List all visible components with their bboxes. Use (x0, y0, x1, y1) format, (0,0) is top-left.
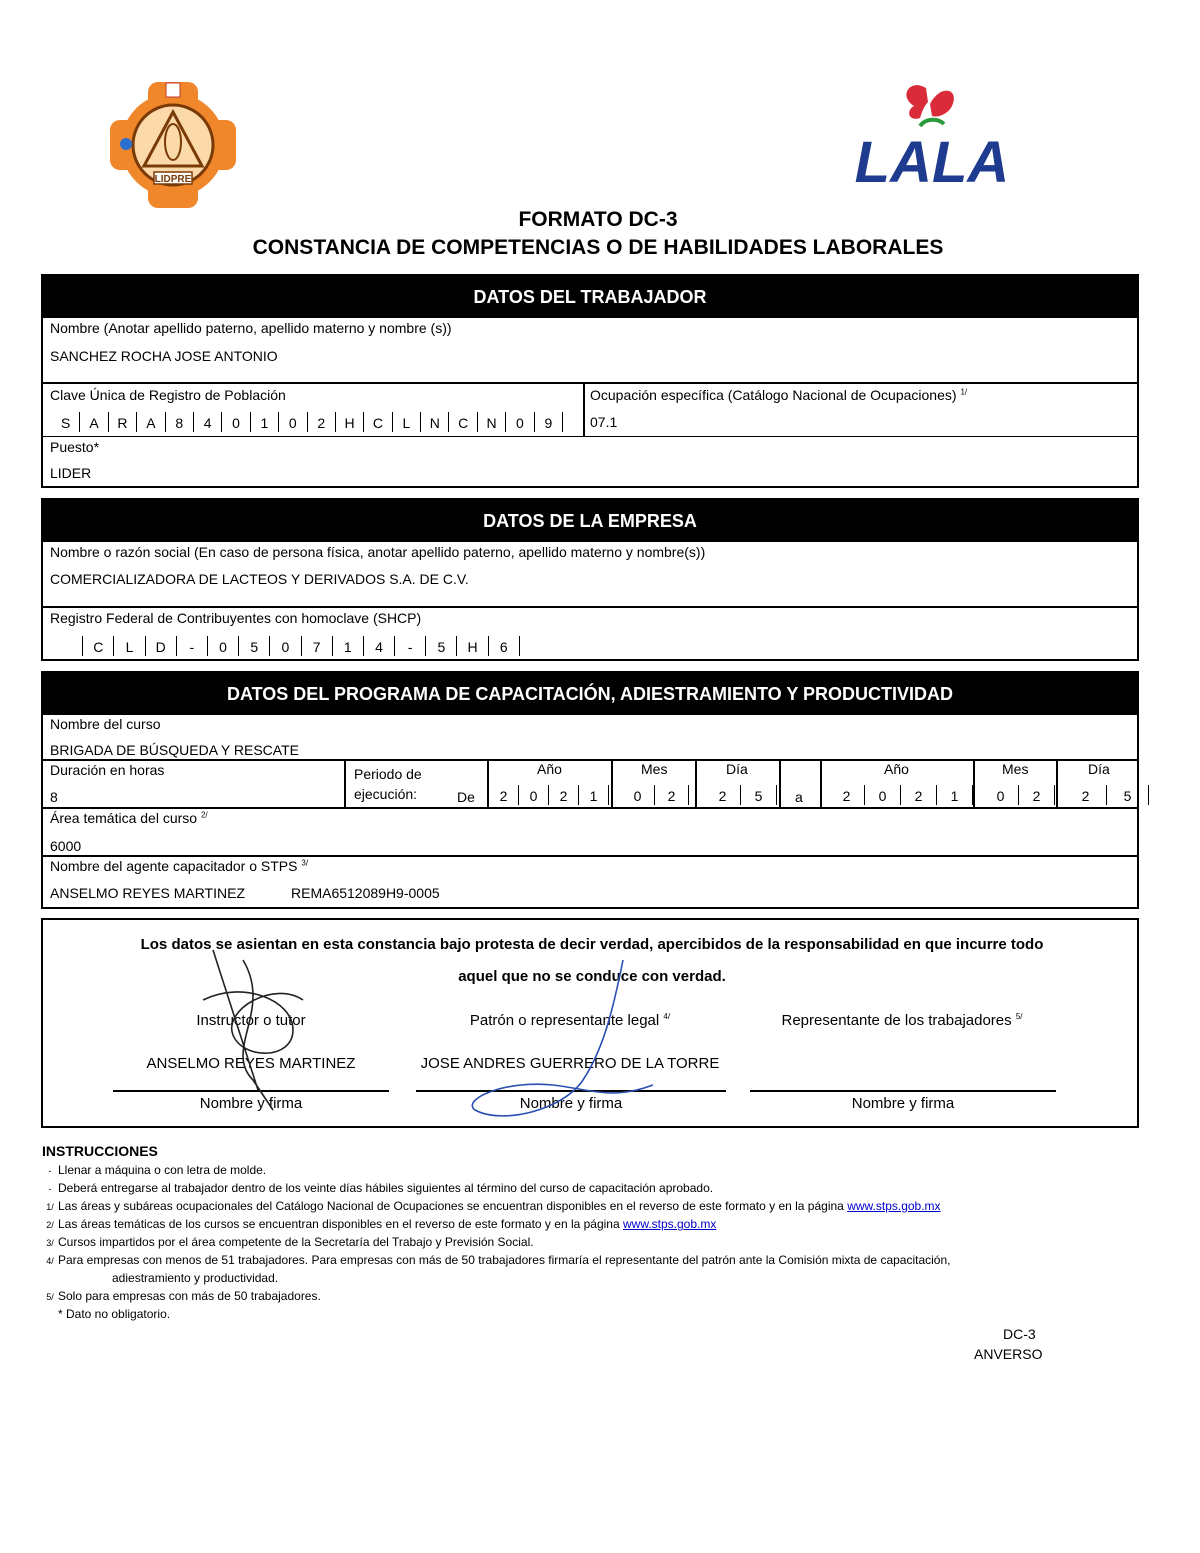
char-cell: H (457, 636, 488, 656)
char-cell: N (478, 412, 506, 432)
fin-anio-cells (829, 785, 973, 805)
char-cell: 0 (621, 785, 655, 805)
footer-code: DC-3 (1003, 1326, 1036, 1342)
instruccion-mark: 3/ (46, 1238, 54, 1248)
inicio-anio-cells (489, 785, 609, 805)
curp-cells (52, 412, 563, 432)
char-cell: 0 (519, 785, 549, 805)
area-value: 6000 (50, 838, 82, 854)
representante-label: Representante de los trabajadores $^{5/}$ (781, 1012, 1023, 1029)
section-empresa-heading: DATOS DE LA EMPRESA (43, 500, 1137, 540)
a-label: a (795, 789, 803, 805)
char-cell: 2 (901, 785, 937, 805)
row-agente (43, 855, 1137, 907)
char-cell: C (449, 412, 477, 432)
char-cell: 0 (208, 636, 239, 656)
instruccion-mark: 5/ (46, 1292, 54, 1302)
duracion-label: Duración en horas (50, 762, 165, 778)
fin-mes-cells (983, 785, 1055, 805)
instructor-name: ANSELMO REYES MARTINEZ (146, 1055, 356, 1072)
instruccion-item (42, 1235, 534, 1249)
declaration-line-1: Los datos se asientan en esta constancia bajo protesta de decir verdad, apercibidos de la responsabilidad en que incurre todo (140, 936, 1044, 953)
instruccion-mark: 2/ (46, 1220, 54, 1230)
instructor-signature (183, 940, 343, 1120)
row-puesto (43, 436, 1137, 486)
row-curso (43, 713, 1137, 759)
instrucciones-heading: INSTRUCCIONES (42, 1143, 158, 1159)
char-cell: - (395, 636, 426, 656)
instruccion-item (96, 1271, 278, 1285)
char-cell: 4 (194, 412, 222, 432)
char-cell: 0 (279, 412, 307, 432)
instruccion-text: Para empresas con menos de 51 trabajadores. Para empresas con más de 50 trabajadores firmaría el representante del patrón ante la Comisión mixta de capacitación, (58, 1253, 951, 1267)
agente-registro: REMA6512089H9-0005 (291, 885, 440, 901)
rfc-cells (52, 636, 520, 656)
instruccion-text: Solo para empresas con más de 50 trabajadores. (58, 1289, 321, 1303)
row-curp (43, 382, 1137, 436)
ocupacion-label: Ocupación específica (Catálogo Nacional de Ocupaciones) $^{1/}$ (590, 387, 968, 403)
razon-social-label: Nombre o razón social (En caso de persona física, anotar apellido paterno, apellido materno y nombre(s)) (50, 544, 706, 560)
char-cell: 1 (251, 412, 279, 432)
char-cell: L (114, 636, 145, 656)
razon-social-value: COMERCIALIZADORA DE LACTEOS Y DERIVADOS S.A. DE C.V. (50, 571, 469, 587)
char-cell: 5 (741, 785, 777, 805)
section-programa (41, 671, 1139, 909)
char-cell: L (393, 412, 421, 432)
instruccion-mark: - (48, 1184, 52, 1194)
row-rfc (43, 606, 1137, 659)
char-cell: S (52, 412, 80, 432)
instruccion-text: * Dato no obligatorio. (58, 1307, 171, 1321)
char-cell (52, 636, 83, 656)
periodo-label-1: Periodo de (354, 766, 422, 782)
char-cell: C (83, 636, 114, 656)
periodo-label-2: ejecución: (354, 786, 418, 802)
section-trabajador-heading: DATOS DEL TRABAJADOR (43, 276, 1137, 316)
char-cell: 2 (489, 785, 519, 805)
instructor-label: Instructor o tutor (196, 1012, 306, 1029)
instruccion-text: Las áreas y subáreas ocupacionales del Catálogo Nacional de Ocupaciones se encuentran disponibles en el reverso de este formato y en la página (58, 1199, 844, 1213)
de-label: De (457, 789, 475, 805)
char-cell: 0 (270, 636, 301, 656)
char-cell: 1 (333, 636, 364, 656)
char-cell: N (421, 412, 449, 432)
curso-value: BRIGADA DE BÚSQUEDA Y RESCATE (50, 742, 299, 758)
char-cell: 4 (364, 636, 395, 656)
patron-signature (463, 950, 663, 1130)
instructor-firma-label: Nombre y firma (199, 1095, 303, 1112)
char-cell: H (336, 412, 364, 432)
form-subtitle: CONSTANCIA DE COMPETENCIAS O DE HABILIDADES LABORALES (252, 236, 944, 259)
instruccion-item (42, 1163, 266, 1177)
instruccion-item (42, 1253, 950, 1267)
instruccion-item (42, 1307, 170, 1321)
char-cell: 2 (308, 412, 336, 432)
row-periodo (43, 759, 1137, 807)
rfc-label: Registro Federal de Contribuyentes con homoclave (SHCP) (50, 610, 422, 626)
char-cell: 2 (829, 785, 865, 805)
agente-label: Nombre del agente capacitador o STPS $^{3/}$ (50, 858, 309, 874)
declaration-box (41, 918, 1139, 1128)
char-cell: 2 (549, 785, 579, 805)
instruccion-text: Llenar a máquina o con letra de molde. (58, 1163, 267, 1177)
char-cell: 0 (983, 785, 1019, 805)
agente-value: ANSELMO REYES MARTINEZ (50, 885, 246, 901)
char-cell: 5 (239, 636, 270, 656)
curp-label: Clave Única de Registro de Población (50, 387, 286, 403)
char-cell: - (177, 636, 208, 656)
ocupacion-value: 07.1 (590, 414, 618, 430)
section-programa-heading: DATOS DEL PROGRAMA DE CAPACITACIÓN, ADIESTRAMIENTO Y PRODUCTIVIDAD (43, 673, 1137, 713)
char-cell: 2 (705, 785, 741, 805)
char-cell: 7 (302, 636, 333, 656)
nombre-label: Nombre (Anotar apellido paterno, apellido materno y nombre (s)) (50, 320, 452, 336)
instruccion-text: Las áreas temáticas de los cursos se encuentran disponibles en el reverso de este formato y en la página (58, 1217, 620, 1231)
stps-link[interactable]: www.stps.gob.mx (623, 1217, 717, 1231)
lala-logo (848, 78, 1018, 194)
form-title: FORMATO DC-3 (518, 208, 678, 231)
char-cell: 5 (1107, 785, 1149, 805)
instruccion-item (42, 1199, 941, 1213)
stps-link[interactable]: www.stps.gob.mx (847, 1199, 941, 1213)
char-cell: 1 (579, 785, 609, 805)
char-cell: 8 (166, 412, 194, 432)
fin-dia-label: Día (1088, 761, 1110, 777)
lidpre-logo (106, 80, 240, 210)
char-cell: 2 (655, 785, 689, 805)
section-empresa (41, 498, 1139, 661)
nombre-value: SANCHEZ ROCHA JOSE ANTONIO (50, 348, 278, 364)
fin-mes-label: Mes (1002, 761, 1029, 777)
fin-anio-label: Año (884, 761, 909, 777)
lidpre-logo-text: LIDPRE (154, 174, 192, 185)
char-cell: 6 (489, 636, 520, 656)
instruccion-item (42, 1217, 716, 1231)
inicio-dia-label: Día (726, 761, 748, 777)
footer-side: ANVERSO (974, 1346, 1043, 1362)
char-cell: 9 (535, 412, 563, 432)
inicio-dia-cells (705, 785, 777, 805)
patron-name: JOSE ANDRES GUERRERO DE LA TORRE (420, 1055, 720, 1072)
declaration-line-2: aquel que no se conduce con verdad. (458, 968, 726, 985)
char-cell: D (146, 636, 177, 656)
area-label: Área temática del curso $^{2/}$ (50, 810, 208, 826)
char-cell: A (80, 412, 108, 432)
char-cell: 0 (865, 785, 901, 805)
inicio-mes-label: Mes (641, 761, 668, 777)
duracion-value: 8 (50, 789, 58, 805)
char-cell: 2 (1065, 785, 1107, 805)
instruccion-text: Cursos impartidos por el área competente de la Secretaría del Trabajo y Previsión Social. (58, 1235, 534, 1249)
row-area-tematica (43, 807, 1137, 855)
patron-firma-label: Nombre y firma (519, 1095, 623, 1112)
representante-sign-line (750, 1090, 1056, 1092)
char-cell: A (137, 412, 165, 432)
instruccion-item (42, 1181, 713, 1195)
char-cell: 0 (222, 412, 250, 432)
inicio-anio-label: Año (537, 761, 562, 777)
puesto-value: LIDER (50, 465, 92, 481)
representante-firma-label: Nombre y firma (851, 1095, 955, 1112)
puesto-label: Puesto* (50, 439, 100, 455)
char-cell: 1 (937, 785, 973, 805)
instruccion-text: adiestramiento y productividad. (112, 1271, 279, 1285)
curso-label: Nombre del curso (50, 716, 161, 732)
instruccion-mark: - (48, 1166, 52, 1176)
section-trabajador (41, 274, 1139, 488)
row-nombre (43, 316, 1137, 382)
char-cell: C (364, 412, 392, 432)
instruccion-text: Deberá entregarse al trabajador dentro de los veinte días hábiles siguientes al término del curso de capacitación aprobado. (58, 1181, 714, 1195)
fin-dia-cells (1065, 785, 1149, 805)
instruccion-item (42, 1289, 321, 1303)
instruccion-mark: 4/ (46, 1256, 54, 1266)
char-cell: R (109, 412, 137, 432)
patron-label: Patrón o representante legal $^{4/}$ (469, 1012, 671, 1029)
instruccion-mark: 1/ (46, 1202, 54, 1212)
char-cell: 2 (1019, 785, 1055, 805)
row-razon-social (43, 540, 1137, 606)
char-cell: 0 (506, 412, 534, 432)
char-cell: 5 (426, 636, 457, 656)
inicio-mes-cells (621, 785, 689, 805)
lala-logo-text: LALA (854, 130, 1010, 194)
